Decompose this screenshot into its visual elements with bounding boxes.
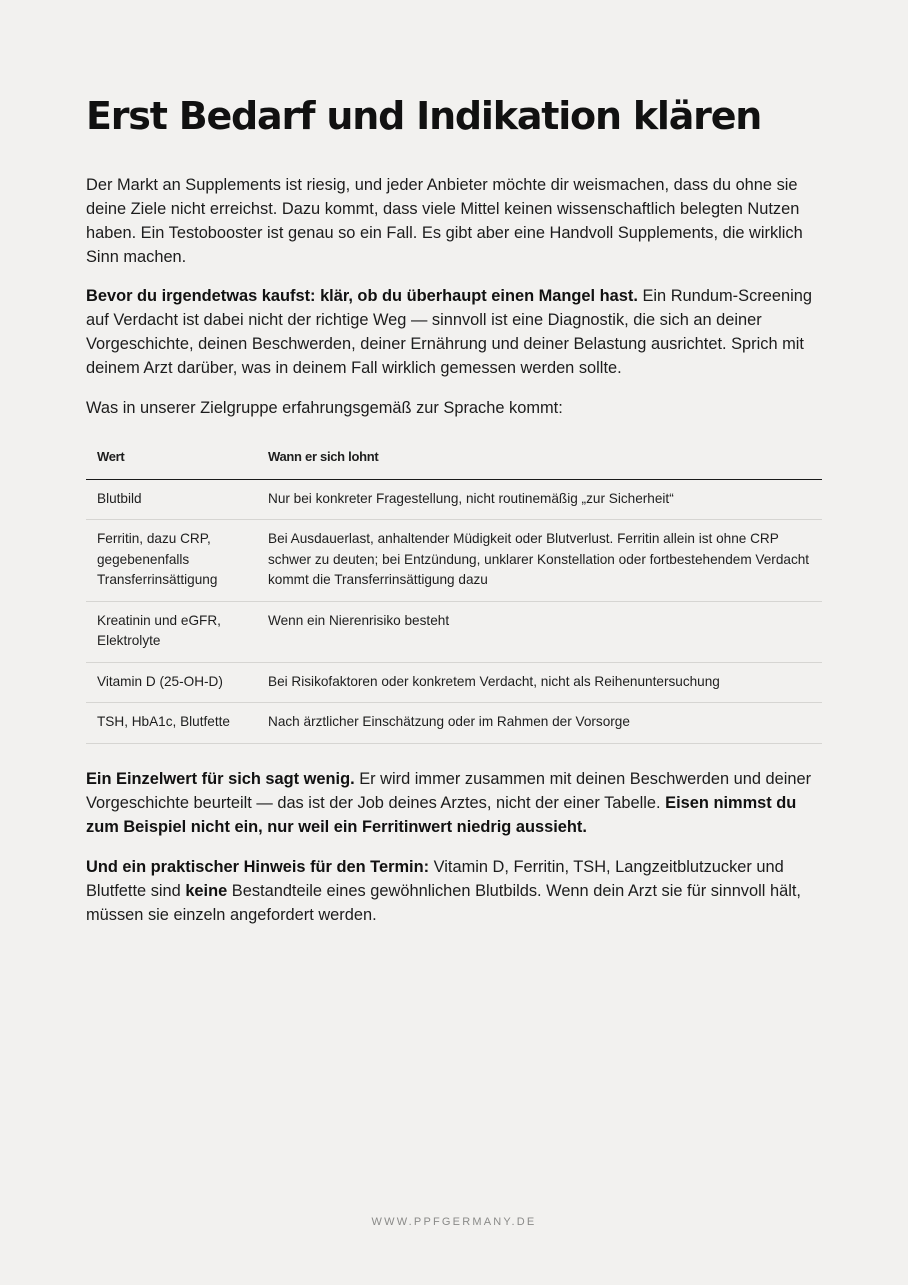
table-cell-value: Ferritin, dazu CRP, gegebenenfalls Transferrinsättigung bbox=[86, 520, 257, 602]
iron-note: Eisen nimmst du zum Beispiel nicht ein, nur weil ein Ferritinwert niedrig aussieht. bbox=[86, 794, 797, 836]
table-intro bbox=[86, 396, 822, 420]
table-row bbox=[86, 703, 822, 744]
single-value-paragraph bbox=[86, 767, 822, 839]
column-header-value: Wert bbox=[86, 437, 257, 479]
table-cell-value: Kreatinin und eGFR, Elektrolyte bbox=[86, 601, 257, 662]
table-cell-value: Blutbild bbox=[86, 479, 257, 520]
deficiency-paragraph bbox=[86, 284, 822, 380]
table-row bbox=[86, 662, 822, 703]
appointment-text-2: Bestandteile eines gewöhnlichen Blutbilds. Wenn dein Arzt sie für sinnvoll hält, müssen sie einzeln angefordert werden. bbox=[86, 882, 801, 924]
appointment-lead: Und ein praktischer Hinweis für den Termin: bbox=[86, 858, 430, 876]
appointment-paragraph bbox=[86, 855, 822, 927]
table-cell-when: Bei Ausdauerlast, anhaltender Müdigkeit oder Blutverlust. Ferritin allein ist ohne CRP schwer zu deuten; bei Entzündung, unklarer Konstellation oder fortbestehendem Verdacht kommt die Transferrinsättigung dazu bbox=[257, 520, 822, 602]
table-cell-when: Nach ärztlicher Einschätzung oder im Rahmen der Vorsorge bbox=[257, 703, 822, 744]
table-intro-text: Was in unserer Zielgruppe erfahrungsgemäß zur Sprache kommt: bbox=[86, 399, 563, 417]
table-cell-when: Nur bei konkreter Fragestellung, nicht routinemäßig „zur Sicherheit“ bbox=[257, 479, 822, 520]
footer-url: WWW.PPFGERMANY.DE bbox=[371, 1216, 537, 1228]
deficiency-text: Ein Rundum-Screening auf Verdacht ist dabei nicht der richtige Weg — sinnvoll ist eine Diagnostik, die sich an deiner Vorgeschichte, deinen Beschwerden, deiner Ernährung und deiner Belastung ausrichtet. Sprich mit deinem Arzt darüber, was in deinem Fall wirklich gemessen werden sollte. bbox=[86, 287, 812, 377]
intro-paragraph bbox=[86, 173, 822, 269]
deficiency-lead: Bevor du irgendetwas kaufst: klär, ob du überhaupt einen Mangel hast. bbox=[86, 287, 638, 305]
page-title: Erst Bedarf und Indikation klären bbox=[86, 94, 762, 138]
appointment-emphasis: keine bbox=[185, 882, 228, 900]
column-header-when: Wann er sich lohnt bbox=[257, 437, 822, 479]
single-value-lead: Ein Einzelwert für sich sagt wenig. bbox=[86, 770, 355, 788]
table-row bbox=[86, 601, 822, 662]
table-cell-when: Bei Risikofaktoren oder konkretem Verdacht, nicht als Reihenuntersuchung bbox=[257, 662, 822, 703]
single-value-text: Er wird immer zusammen mit deinen Beschwerden und deiner Vorgeschichte beurteilt — das ist der Job deines Arztes, nicht der einer Tabelle. bbox=[86, 770, 812, 812]
table-header-row bbox=[86, 437, 822, 479]
table-row bbox=[86, 479, 822, 520]
appointment-text-1: Vitamin D, Ferritin, TSH, Langzeitblutzucker und Blutfette sind bbox=[86, 858, 784, 900]
table-row bbox=[86, 520, 822, 602]
table-cell-value: Vitamin D (25-OH-D) bbox=[86, 662, 257, 703]
table-cell-when: Wenn ein Nierenrisiko besteht bbox=[257, 601, 822, 662]
intro-text: Der Markt an Supplements ist riesig, und jeder Anbieter möchte dir weismachen, dass du ohne sie deine Ziele nicht erreichst. Dazu kommt, dass viele Mittel keinen wissenschaftlich belegten Nutzen haben. Ein Testobooster ist genau so ein Fall. Es gibt aber eine Handvoll Supplements, die wirklich Sinn machen. bbox=[86, 176, 803, 266]
table-cell-value: TSH, HbA1c, Blutfette bbox=[86, 703, 257, 744]
lab-values-table bbox=[86, 437, 822, 744]
